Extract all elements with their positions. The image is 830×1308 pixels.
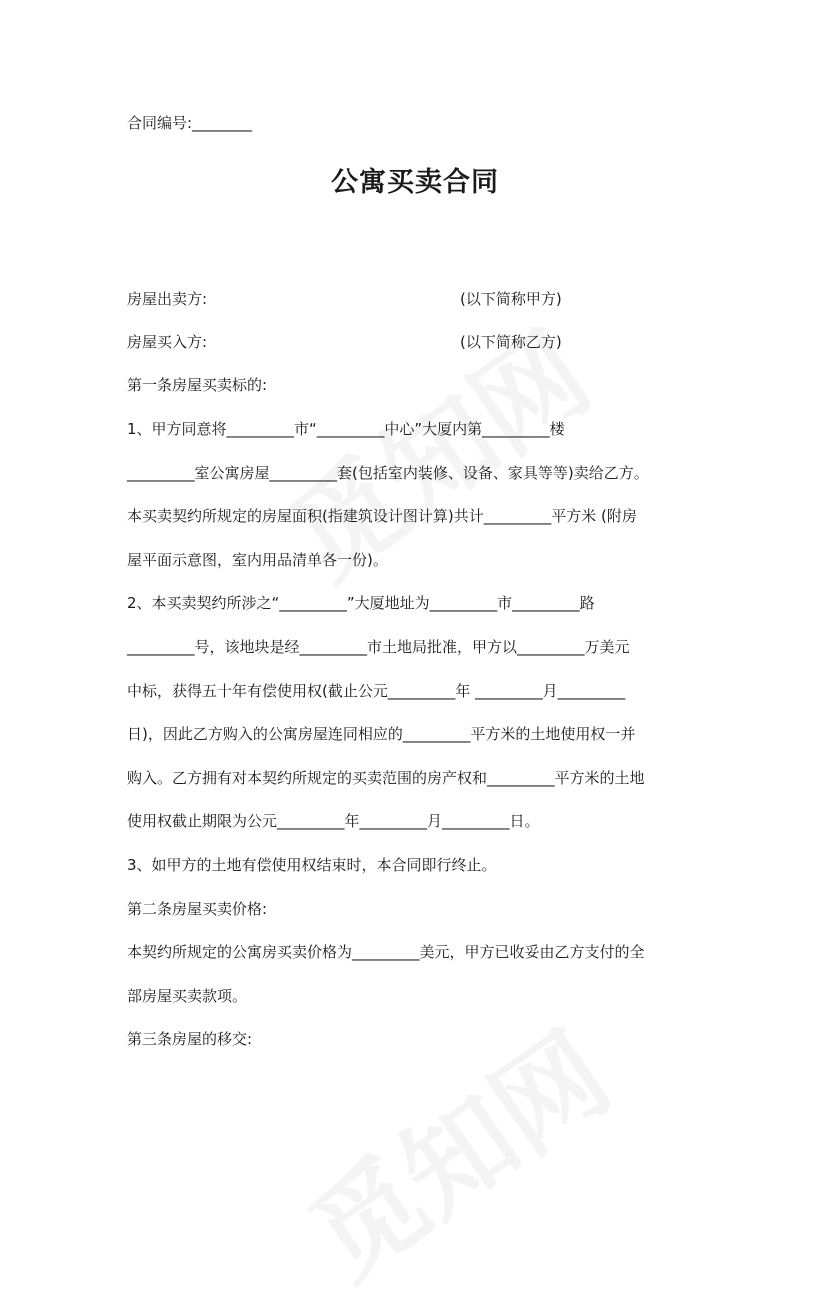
- paragraph-line: _________号，该地块是经_________市土地局批准，甲方以_________万美元: [127, 638, 630, 656]
- paragraph-line: 本买卖契约所规定的房屋面积(指建筑设计图计算)共计_________平方米 (附房: [127, 507, 637, 525]
- paragraph-line: 1、甲方同意将_________市“_________中心”大厦内第_________楼: [127, 420, 565, 438]
- paragraph-line: 2、本买卖契约所涉之“_________”大厦地址为_________市_________路: [127, 594, 595, 612]
- seller-note: (以下简称甲方): [460, 290, 562, 308]
- buyer-note: (以下简称乙方): [460, 333, 562, 351]
- contract-number: 合同编号:________: [127, 114, 253, 132]
- paragraph-line: 日)，因此乙方购入的公寓房屋连同相应的_________平方米的土地使用权一并: [127, 725, 636, 743]
- paragraph-line: 本契约所规定的公寓房买卖价格为_________美元，甲方已收妥由乙方支付的全: [127, 943, 645, 961]
- paragraph-line: 使用权截止期限为公元_________年_________月_________日。: [127, 812, 540, 830]
- document-title: 公寓买卖合同: [331, 167, 499, 198]
- seller-line: [127, 288, 562, 309]
- section-heading: 第一条房屋买卖标的:: [127, 376, 268, 394]
- paragraph-line: 购入。乙方拥有对本契约所规定的买卖范围的房产权和_________平方米的土地: [127, 769, 645, 787]
- paragraph-line: 中标，获得五十年有偿使用权(截止公元_________年 _________月_________: [127, 682, 626, 700]
- seller-label: 房屋出卖方:: [127, 290, 208, 308]
- buyer-line: [127, 331, 562, 352]
- paragraph-line: _________室公寓房屋_________套(包括室内装修、设备、家具等等)卖给乙方。: [127, 464, 649, 482]
- section-heading: 第三条房屋的移交:: [127, 1030, 253, 1048]
- section-heading: 第二条房屋买卖价格:: [127, 900, 268, 918]
- paragraph-line: 3、如甲方的土地有偿使用权结束时，本合同即行终止。: [127, 856, 497, 874]
- paragraph-line: 部房屋买卖款项。: [127, 987, 248, 1005]
- watermark: [275, 990, 636, 1308]
- paragraph-line: 屋平面示意图，室内用品清单各一份)。: [127, 551, 388, 569]
- buyer-label: 房屋买入方:: [127, 333, 208, 351]
